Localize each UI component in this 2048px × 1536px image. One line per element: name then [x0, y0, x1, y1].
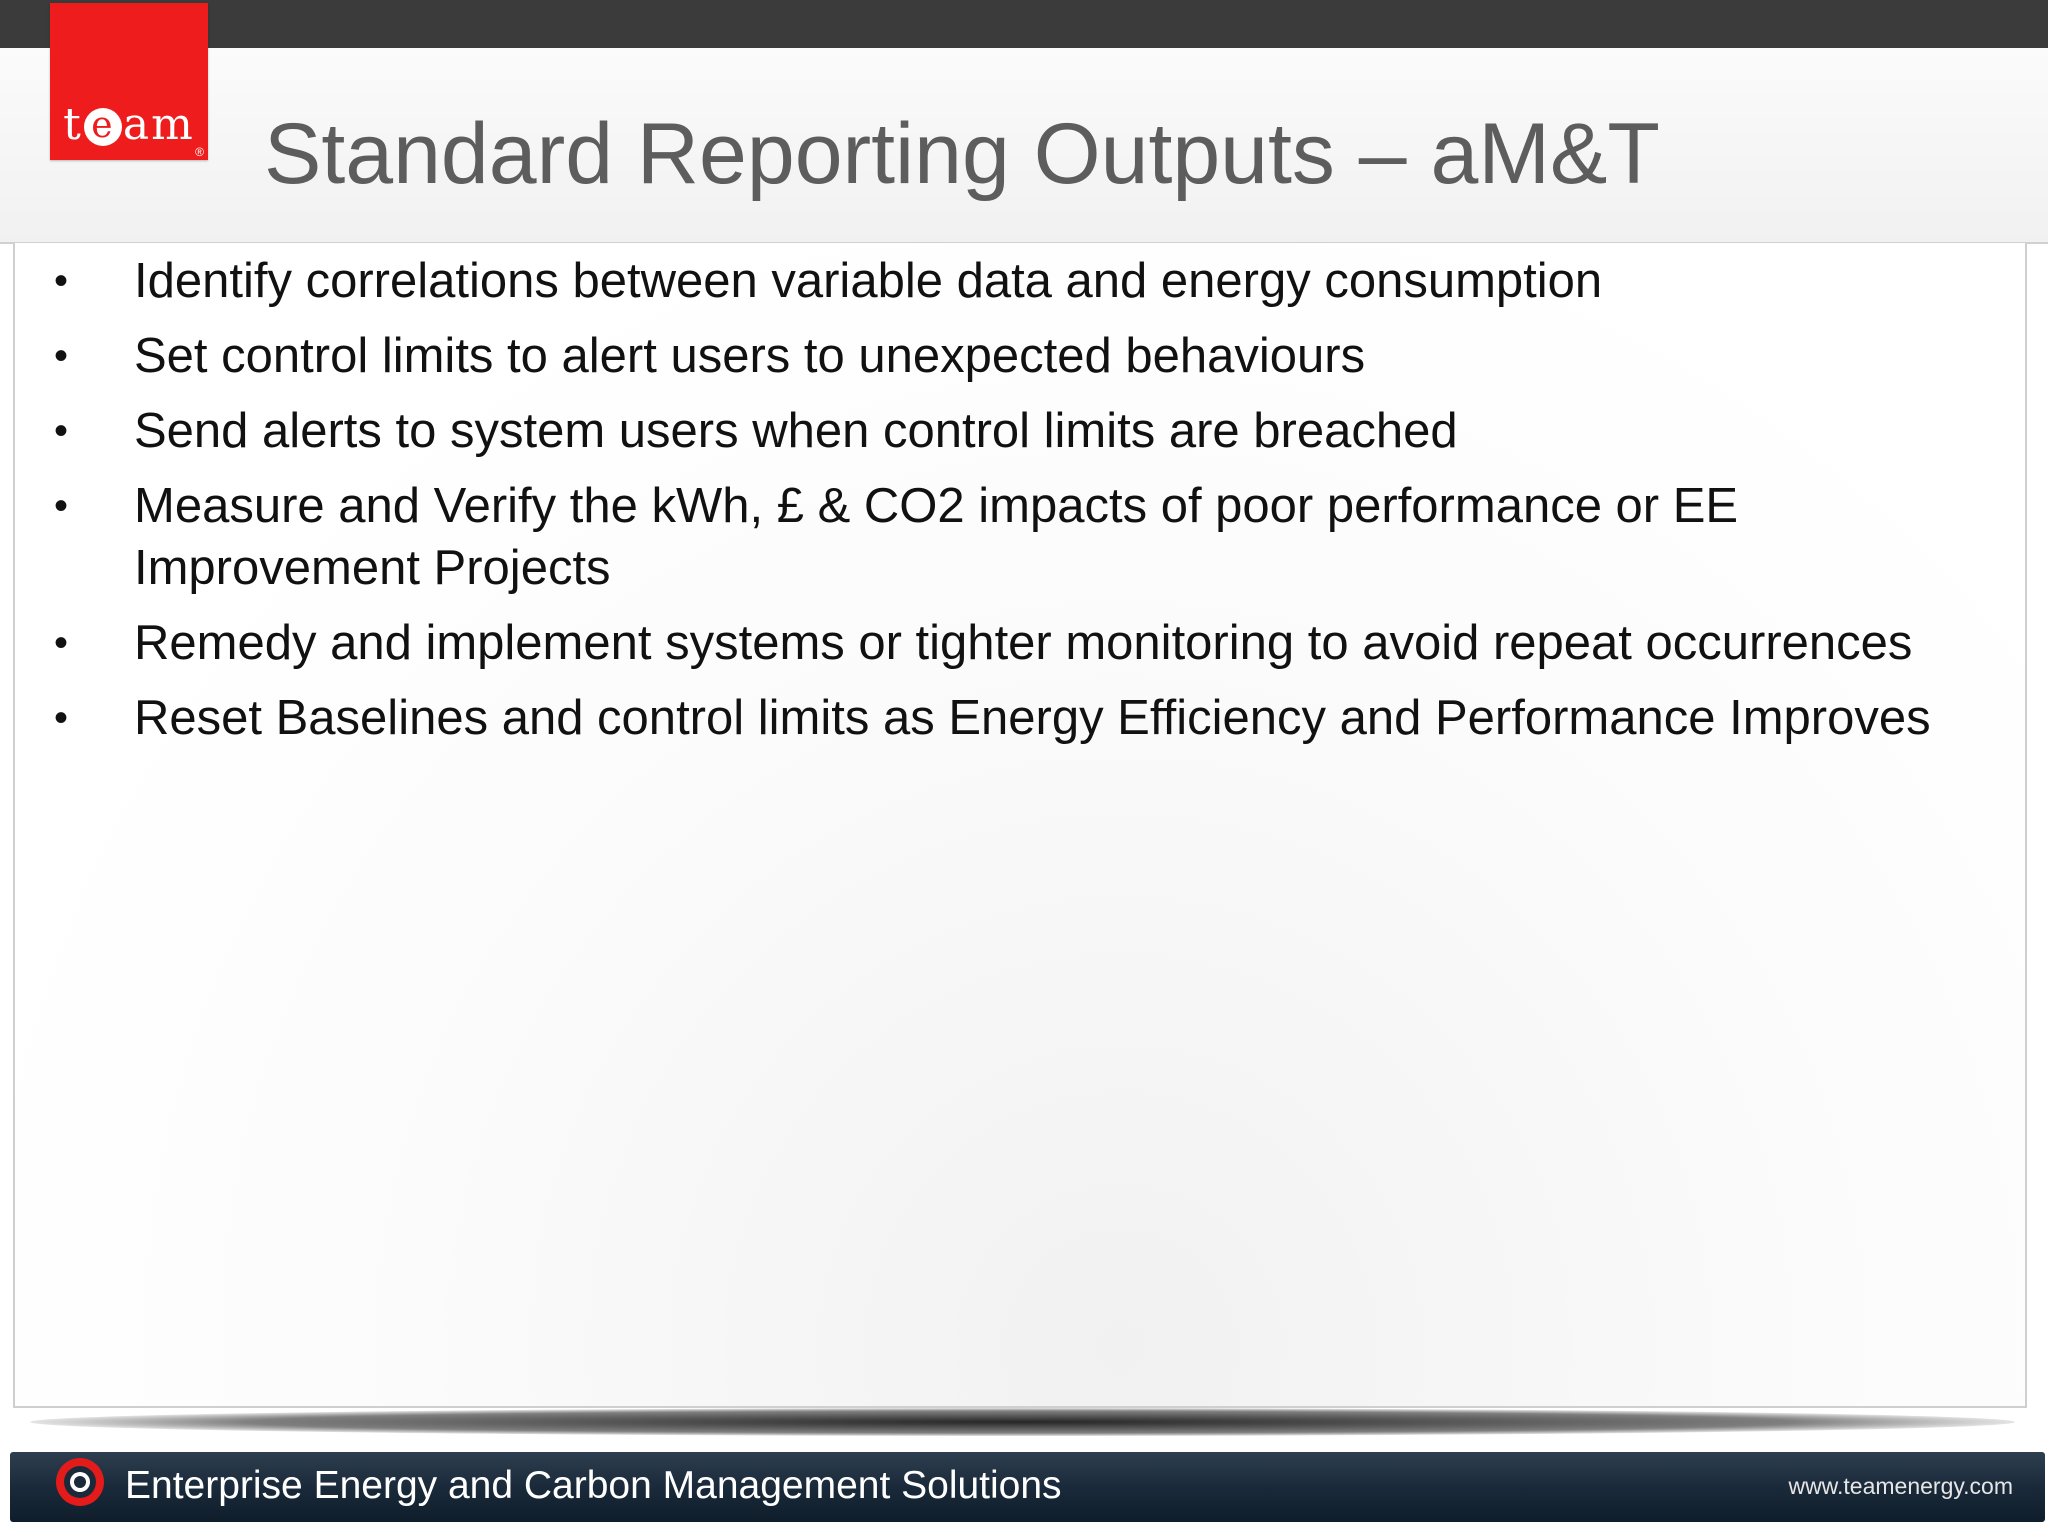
ring-target-icon-hole: [74, 1476, 86, 1488]
bullet-text: Set control limits to alert users to unexpected behaviours: [134, 329, 1366, 383]
team-logo: [50, 3, 208, 160]
footer-bar: [10, 1452, 2045, 1522]
bullet-item: [54, 400, 2014, 462]
logo-letters-am: am: [122, 99, 195, 150]
bullet-dot-icon: •: [54, 696, 69, 740]
bottom-strip: [0, 1522, 2048, 1536]
logo-wordmark: [50, 99, 208, 150]
bullet-text: Remedy and implement systems or tighter monitoring to avoid repeat occurrences: [134, 616, 1913, 670]
footer-tagline: Enterprise Energy and Carbon Management Solutions: [125, 1464, 1062, 1507]
registered-mark: ®: [195, 145, 204, 159]
bullet-item: [54, 250, 2014, 312]
top-bar: [0, 0, 2048, 48]
bullet-text: Reset Baselines and control limits as Energy Efficiency and Performance Improves: [134, 691, 1931, 745]
logo-letter-e-circle: e: [84, 108, 122, 146]
bullet-dot-icon: •: [54, 621, 69, 665]
bullet-item: [54, 325, 2014, 387]
bullet-text: Measure and Verify the kWh, £ & CO2 impacts of poor performance or EE Improvement Projects: [134, 479, 1739, 595]
bullet-dot-icon: •: [54, 259, 69, 303]
bullet-item: [54, 475, 2014, 599]
footer-shadow: [30, 1408, 2015, 1436]
bullet-item: [54, 612, 2014, 674]
ring-target-icon: [56, 1458, 104, 1506]
footer-url: www.teamenergy.com: [1788, 1473, 2013, 1499]
bullet-dot-icon: •: [54, 409, 69, 453]
bullet-dot-icon: •: [54, 334, 69, 378]
bullet-dot-icon: •: [54, 484, 69, 528]
bullet-text: Send alerts to system users when control limits are breached: [134, 404, 1458, 458]
slide-title: Standard Reporting Outputs – aM&T: [264, 106, 1660, 202]
logo-letter-t: t: [63, 99, 83, 150]
bullet-item: [54, 687, 2014, 749]
bullet-list: [54, 250, 2014, 762]
bullet-text: Identify correlations between variable data and energy consumption: [134, 254, 1603, 308]
